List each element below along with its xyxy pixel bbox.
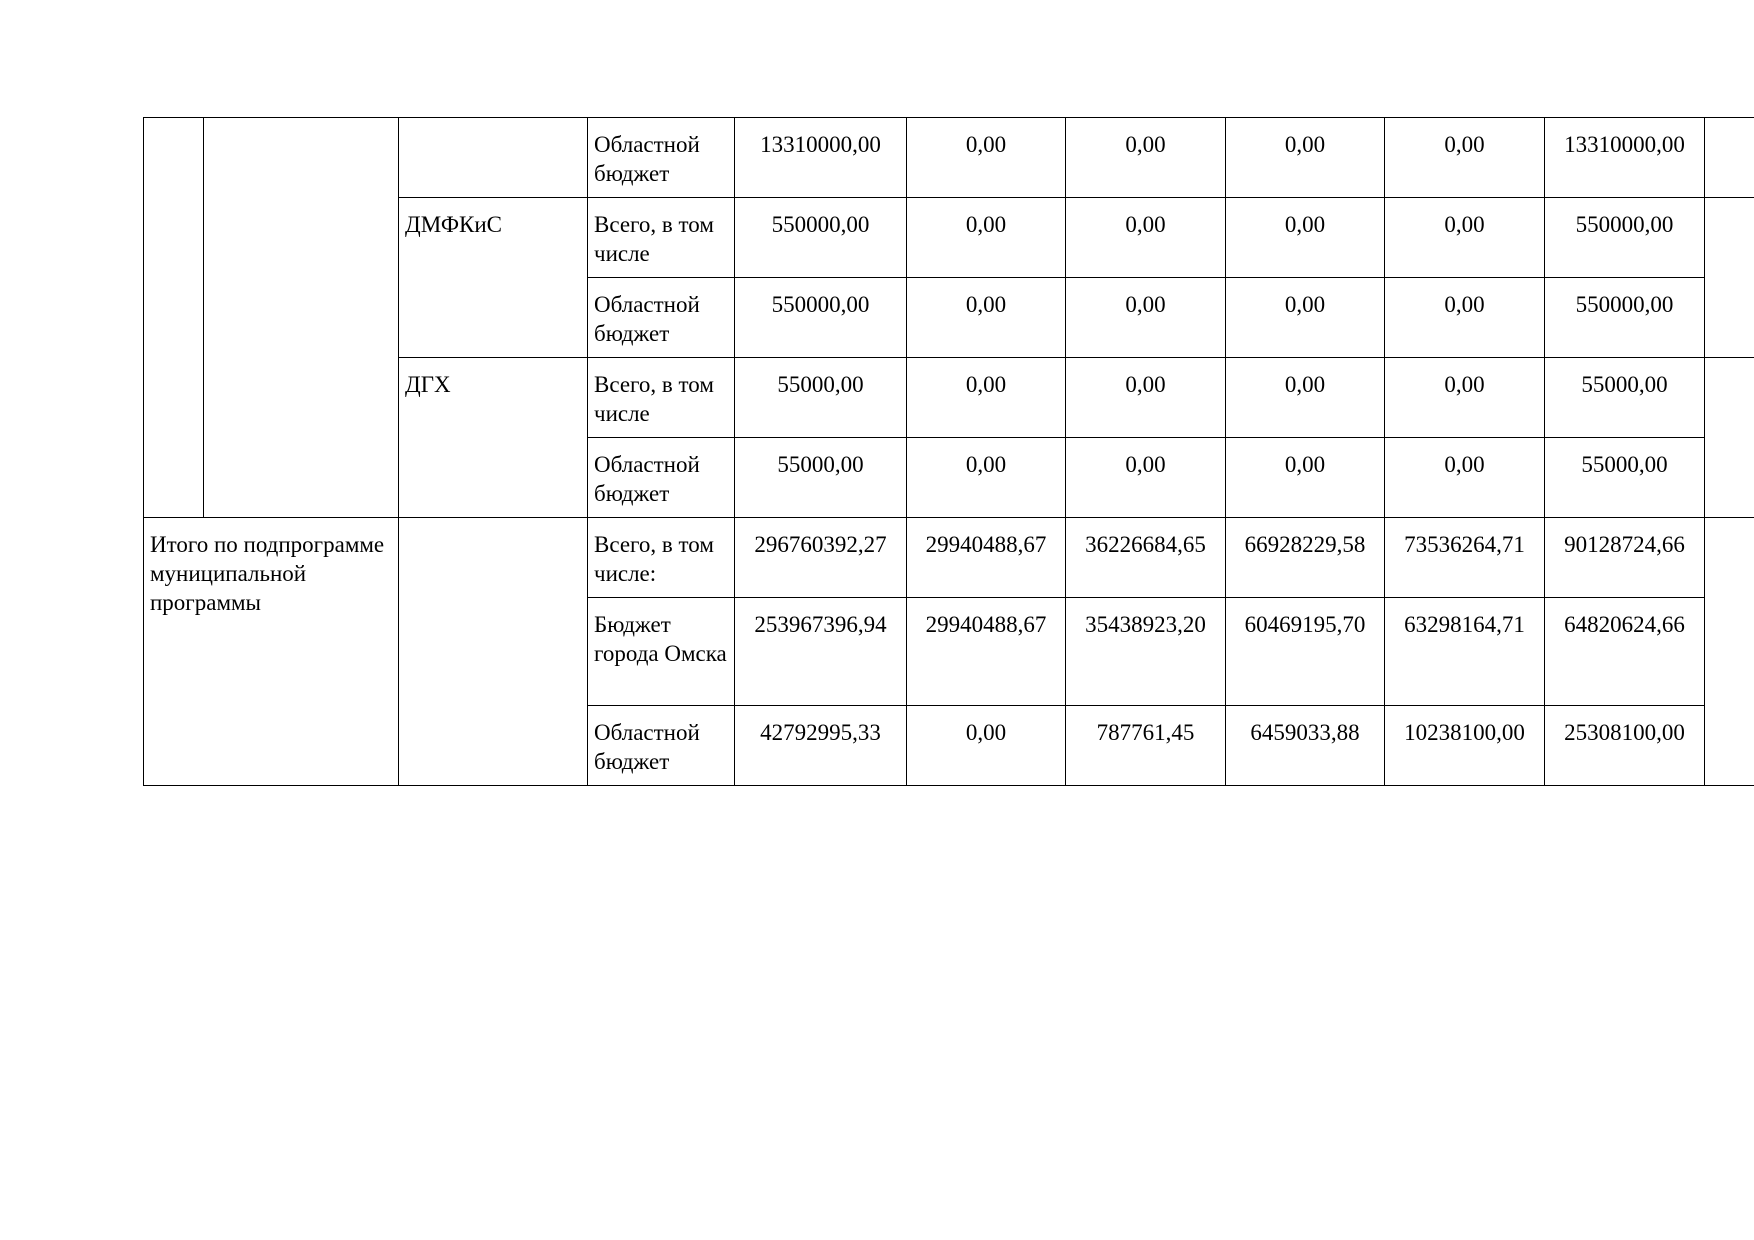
value-cell: 73536264,71 [1385, 518, 1545, 598]
value-cell: 25308100,00 [1545, 706, 1705, 786]
value-cell: 0,00 [907, 118, 1066, 198]
value-cell: 13310000,00 [735, 118, 907, 198]
value-cell: 0,00 [907, 278, 1066, 358]
value-cell: 0,00 [1385, 358, 1545, 438]
value-cell: 55000,00 [1545, 438, 1705, 518]
value-cell: 0,00 [1226, 358, 1385, 438]
source-cell: Всего, в том числе [588, 358, 735, 438]
value-cell: 29940488,67 [907, 598, 1066, 706]
source-cell: Областной бюджет [588, 438, 735, 518]
extra-cell [1705, 358, 1754, 518]
value-cell: 35438923,20 [1066, 598, 1226, 706]
value-cell: 0,00 [1066, 278, 1226, 358]
value-cell: 0,00 [1066, 118, 1226, 198]
value-cell: 55000,00 [735, 438, 907, 518]
value-cell: 60469195,70 [1226, 598, 1385, 706]
value-cell: 63298164,71 [1385, 598, 1545, 706]
executor-cell [399, 518, 588, 786]
source-cell: Областной бюджет [588, 278, 735, 358]
value-cell: 253967396,94 [735, 598, 907, 706]
value-cell: 550000,00 [1545, 198, 1705, 278]
source-cell: Всего, в том числе [588, 198, 735, 278]
value-cell: 0,00 [1385, 278, 1545, 358]
total-row [144, 518, 1754, 598]
value-cell: 29940488,67 [907, 518, 1066, 598]
value-cell: 0,00 [1226, 198, 1385, 278]
value-cell: 0,00 [1066, 358, 1226, 438]
value-cell: 0,00 [1066, 438, 1226, 518]
value-cell: 0,00 [1385, 438, 1545, 518]
value-cell: 0,00 [907, 438, 1066, 518]
source-cell: Бюджет города Омска [588, 598, 735, 706]
table-row [144, 118, 1754, 198]
value-cell: 0,00 [1226, 438, 1385, 518]
value-cell: 0,00 [907, 198, 1066, 278]
value-cell: 55000,00 [735, 358, 907, 438]
value-cell: 550000,00 [735, 278, 907, 358]
source-cell: Областной бюджет [588, 118, 735, 198]
value-cell: 6459033,88 [1226, 706, 1385, 786]
value-cell: 55000,00 [1545, 358, 1705, 438]
value-cell: 10238100,00 [1385, 706, 1545, 786]
executor-cell: ДГХ [399, 358, 588, 518]
value-cell: 0,00 [1385, 198, 1545, 278]
extra-cell [1705, 518, 1754, 786]
value-cell: 550000,00 [1545, 278, 1705, 358]
value-cell: 0,00 [1385, 118, 1545, 198]
value-cell: 296760392,27 [735, 518, 907, 598]
value-cell: 66928229,58 [1226, 518, 1385, 598]
number-cell [144, 118, 204, 518]
value-cell: 0,00 [907, 706, 1066, 786]
value-cell: 0,00 [907, 358, 1066, 438]
extra-cell [1705, 118, 1754, 198]
value-cell: 64820624,66 [1545, 598, 1705, 706]
executor-cell: ДМФКиС [399, 198, 588, 358]
source-cell: Областной бюджет [588, 706, 735, 786]
total-label-cell: Итого по подпрограмме муниципальной программы [144, 518, 399, 786]
value-cell: 90128724,66 [1545, 518, 1705, 598]
executor-cell [399, 118, 588, 198]
value-cell: 0,00 [1066, 198, 1226, 278]
source-cell: Всего, в том числе: [588, 518, 735, 598]
value-cell: 550000,00 [735, 198, 907, 278]
value-cell: 13310000,00 [1545, 118, 1705, 198]
value-cell: 42792995,33 [735, 706, 907, 786]
value-cell: 0,00 [1226, 118, 1385, 198]
budget-table [143, 117, 1754, 786]
value-cell: 787761,45 [1066, 706, 1226, 786]
event-name-cell [204, 118, 399, 518]
extra-cell [1705, 198, 1754, 358]
value-cell: 0,00 [1226, 278, 1385, 358]
value-cell: 36226684,65 [1066, 518, 1226, 598]
